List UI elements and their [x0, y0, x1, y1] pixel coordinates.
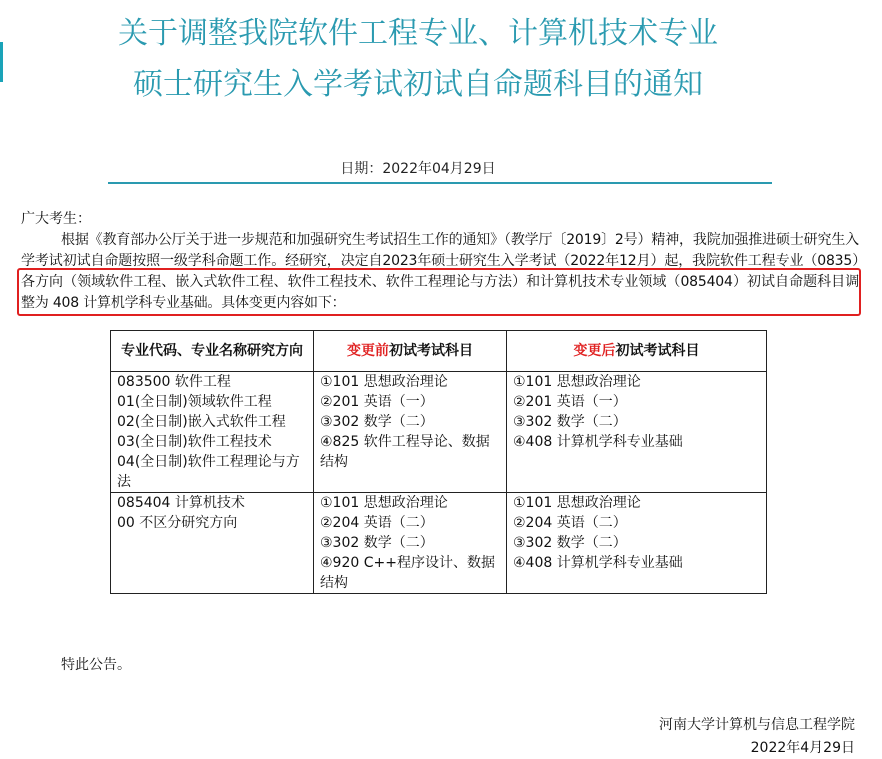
- cell-line: ②204 英语（二）: [320, 515, 434, 531]
- highlight-annotation-box: [17, 268, 861, 316]
- cell-line: 03(全日制)软件工程技术: [117, 434, 272, 450]
- cell-line: ②204 英语（二）: [513, 515, 627, 531]
- cell-line: ④408 计算机学科专业基础: [513, 434, 683, 450]
- cell-major: [111, 493, 314, 594]
- cell-line: ④920 C++程序设计、数据结构: [320, 555, 495, 591]
- header-after-highlight: 变更后: [573, 343, 616, 359]
- cell-line: ③302 数学（二）: [513, 535, 627, 551]
- cell-major: [111, 372, 314, 493]
- cell-line: 00 不区分研究方向: [117, 515, 238, 531]
- table-header-row: [111, 331, 767, 372]
- cell-line: ④408 计算机学科专业基础: [513, 555, 683, 571]
- subject-change-table: [110, 330, 767, 594]
- page-title: 关于调整我院软件工程专业、计算机技术专业硕士研究生入学考试初试自命题科目的通知: [118, 16, 718, 102]
- header-after: [507, 331, 767, 372]
- header-before: [314, 331, 507, 372]
- signature-organization: 河南大学计算机与信息工程学院: [659, 717, 855, 733]
- cell-line: 04(全日制)软件工程理论与方法: [117, 454, 300, 490]
- publish-date: 日期：2022年04月29日: [340, 161, 496, 177]
- cell-line: ②201 英语（一）: [513, 394, 627, 410]
- cell-line: ①101 思想政治理论: [513, 374, 641, 390]
- cell-line: ③302 数学（二）: [513, 414, 627, 430]
- cell-line: ③302 数学（二）: [320, 535, 434, 551]
- left-accent-bar: [0, 42, 3, 82]
- cell-line: 085404 计算机技术: [117, 495, 245, 511]
- title-divider: [108, 182, 772, 184]
- header-before-text: 初试考试科目: [389, 343, 473, 359]
- cell-before: [314, 372, 507, 493]
- header-major: 专业代码、专业名称研究方向: [111, 331, 314, 372]
- signature-date: 2022年4月29日: [750, 740, 855, 756]
- notice-paragraph: 根据《教育部办公厅关于进一步规范和加强研究生考试招生工作的通知》（教学厅〔2019〕2号）精神，我院加强推进硕士研究生入学考试初试自命题按照一级学科命题工作。经研究，决定自2023年硕士研究生入学考试（2022年12月）起，我院软件工程专业（0835）各方向（领域软件工程、嵌入式软件工程、软件工程技术、软件工程理论与方法）和计算机技术专业领域（085404）初试自命题科目调整为 408 计算机学科专业基础。具体变更内容如下：: [21, 232, 859, 311]
- closing-notice: 特此公告。: [61, 657, 131, 673]
- table-row: [111, 372, 767, 493]
- table-row: [111, 493, 767, 594]
- cell-line: ③302 数学（二）: [320, 414, 434, 430]
- cell-line: ①101 思想政治理论: [320, 374, 448, 390]
- cell-before: [314, 493, 507, 594]
- cell-line: 01(全日制)领域软件工程: [117, 394, 272, 410]
- cell-line: ④825 软件工程导论、数据结构: [320, 434, 490, 470]
- cell-line: ②201 英语（一）: [320, 394, 434, 410]
- header-before-highlight: 变更前: [347, 343, 389, 359]
- cell-line: ①101 思想政治理论: [320, 495, 448, 511]
- cell-line: 083500 软件工程: [117, 374, 231, 390]
- cell-after: [507, 372, 767, 493]
- cell-line: ①101 思想政治理论: [513, 495, 641, 511]
- cell-after: [507, 493, 767, 594]
- cell-line: 02(全日制)嵌入式软件工程: [117, 414, 286, 430]
- salutation: 广大考生：: [21, 211, 91, 227]
- header-after-text: 初试考试科目: [615, 343, 700, 359]
